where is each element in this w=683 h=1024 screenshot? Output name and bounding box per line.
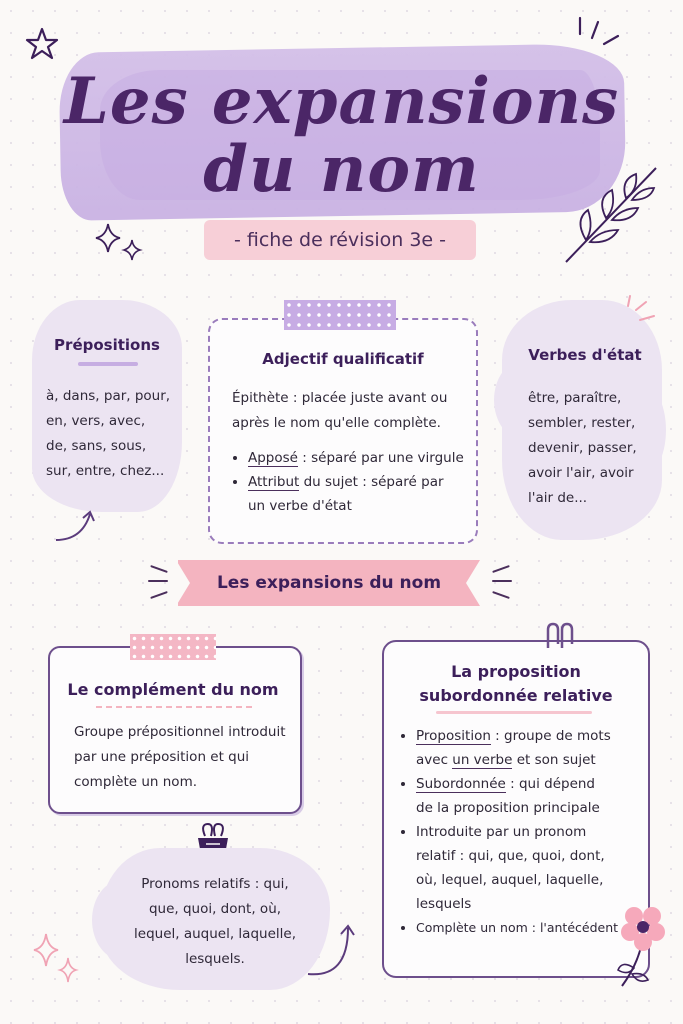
attribut-item <box>248 470 472 518</box>
relative-title-line: subordonnée relative <box>419 686 613 705</box>
complement-title: Le complément du nom <box>67 680 279 699</box>
banner-ray <box>492 580 512 582</box>
relative-title-line: La proposition <box>451 662 581 681</box>
banner-ray <box>492 565 510 573</box>
pronoms-line: que, quoi, dont, où, <box>148 901 282 917</box>
flower-icon <box>608 902 672 990</box>
proposition-definition: : groupe de mots <box>490 728 611 744</box>
complement-text <box>74 720 296 795</box>
proposition-underlined: un verbe <box>452 752 513 768</box>
sparkle-icon <box>90 220 150 270</box>
complete-definition: : l'antécédent <box>527 920 619 935</box>
banner-notch-right <box>466 560 480 606</box>
appose-item <box>248 446 472 470</box>
prepositions-line: sur, entre, chez... <box>46 463 165 479</box>
verbes-line: avoir l'air, avoir <box>528 465 634 481</box>
introduite-line: où, lequel, auquel, laquelle, <box>416 872 604 888</box>
appose-definition: : séparé par une virgule <box>297 450 464 466</box>
verbes-title: Verbes d'état <box>528 346 642 364</box>
verbes-line: l'air de... <box>528 490 588 506</box>
proposition-item <box>416 724 646 772</box>
complement-line: Groupe prépositionnel introduit <box>74 724 286 740</box>
pronoms-line: lequel, auquel, laquelle, <box>134 926 296 942</box>
banner-ray <box>150 591 168 599</box>
sparkle-icon <box>28 930 88 990</box>
prepositions-line: en, vers, avec, <box>46 413 146 429</box>
epithete-line: après le nom qu'elle complète. <box>232 415 441 431</box>
verbes-line: sembler, rester, <box>528 415 636 431</box>
complete-term: Complète un nom <box>416 920 528 935</box>
pronoms-line: lesquels. <box>185 951 245 967</box>
introduite-line: Introduite par un pronom <box>416 824 587 840</box>
prepositions-line: à, dans, par, pour, <box>46 388 171 404</box>
complement-line: complète un nom. <box>74 774 198 790</box>
attribut-definition: du sujet : séparé par <box>299 474 444 490</box>
verbes-line: être, paraître, <box>528 390 622 406</box>
verbes-line: devenir, passer, <box>528 440 637 456</box>
adjectif-bullets <box>232 446 472 518</box>
complement-line: par une préposition et qui <box>74 749 250 765</box>
prepositions-list <box>46 384 182 484</box>
page-title-line-1: Les expansions <box>63 64 620 139</box>
prepositions-underline <box>78 362 138 366</box>
washi-tape <box>130 634 216 660</box>
appose-term: Apposé <box>248 450 298 466</box>
adjectif-text <box>232 386 472 436</box>
leaf-sprig-icon <box>556 160 666 270</box>
relative-underline <box>436 711 592 714</box>
proposition-term: Proposition <box>416 728 491 744</box>
proposition-definition-cont: avec <box>416 752 453 768</box>
curved-arrow-icon <box>304 920 360 980</box>
subordonnee-definition-cont: de la proposition principale <box>416 800 600 816</box>
attribut-definition-cont: un verbe d'état <box>248 498 352 514</box>
proposition-definition-end: et son sujet <box>512 752 596 768</box>
banner-ray <box>492 591 510 599</box>
relative-title <box>382 660 650 708</box>
complement-divider <box>96 706 252 708</box>
attribut-term: Attribut <box>248 474 300 490</box>
adjectif-title: Adjectif qualificatif <box>262 350 424 368</box>
subtitle-pill: - fiche de révision 3e - <box>204 220 476 260</box>
prepositions-line: de, sans, sous, <box>46 438 147 454</box>
paperclip-icon <box>540 622 580 652</box>
washi-tape <box>284 300 396 330</box>
introduite-line: relatif : qui, que, quoi, dont, <box>416 848 605 864</box>
pronoms-line: Pronoms relatifs : qui, <box>141 876 289 892</box>
epithete-line: Épithète : placée juste avant ou <box>232 390 448 406</box>
pronoms-text <box>100 872 330 972</box>
star-icon <box>24 26 60 62</box>
section-banner: Les expansions du nom <box>178 560 480 606</box>
banner-ray <box>150 565 168 573</box>
page-title-line-2: du nom <box>203 132 480 207</box>
banner-notch-left <box>176 560 190 606</box>
banner-ray <box>148 580 168 582</box>
burst-lines-icon <box>568 14 628 58</box>
pink-burst-icon <box>622 292 662 332</box>
prepositions-title: Prépositions <box>54 336 160 354</box>
subordonnee-item <box>416 772 646 820</box>
verbes-list <box>528 386 668 511</box>
curved-arrow-icon <box>52 506 100 546</box>
subordonnee-definition: : qui dépend <box>505 776 596 792</box>
subordonnee-term: Subordonnée <box>416 776 506 792</box>
introduite-line: lesquels <box>416 896 472 912</box>
